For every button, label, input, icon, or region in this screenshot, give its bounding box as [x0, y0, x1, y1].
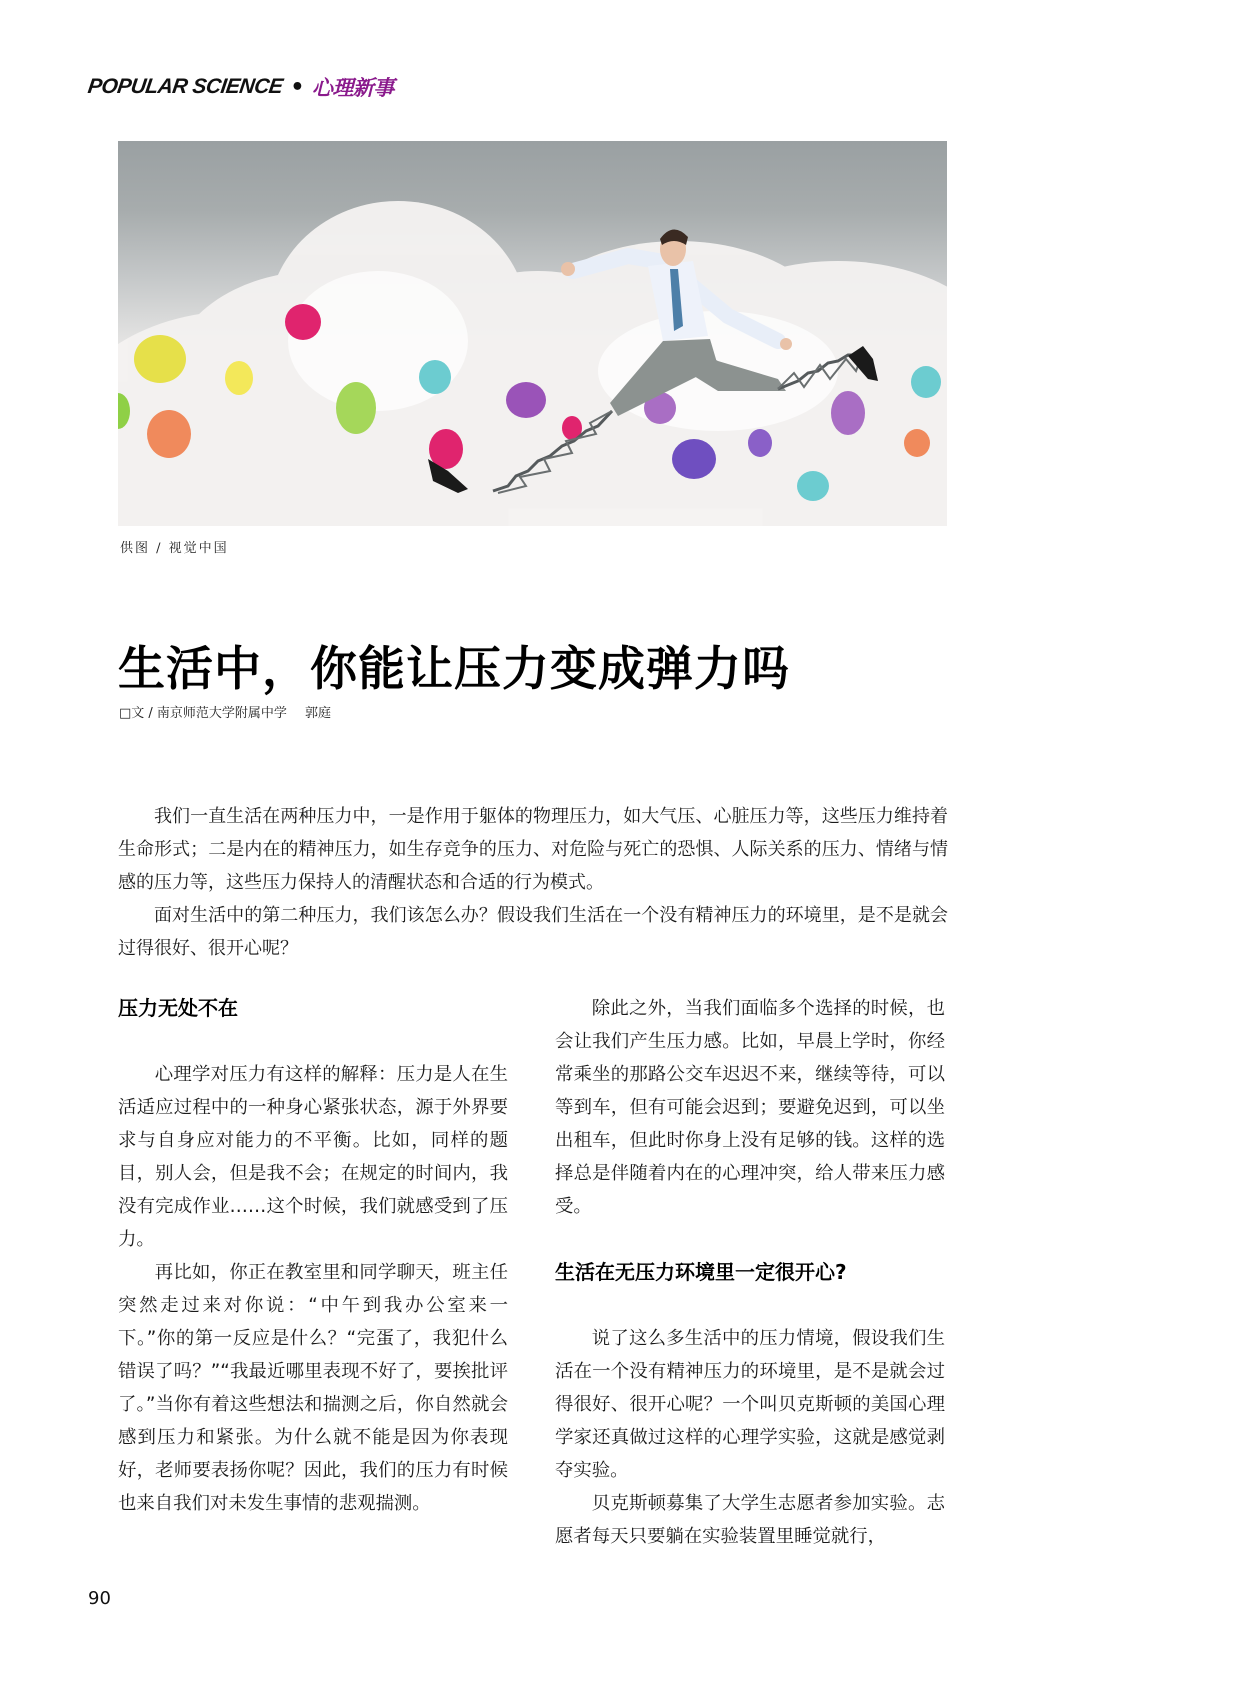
article-intro	[118, 800, 948, 965]
intro-paragraph: 面对生活中的第二种压力，我们该怎么办？假设我们生活在一个没有精神压力的环境里，是不是就会过得很好、很开心呢？	[118, 905, 948, 959]
byline-author: 郭庭	[304, 706, 331, 721]
section-heading: 生活在无压力环境里一定很开心?	[555, 1260, 847, 1284]
body-paragraph: 再比如，你正在教室里和同学聊天，班主任突然走过来对你说：“中午到我办公室来一下。”你的第一反应是什么？“完蛋了，我犯什么错误了吗？”“我最近哪里表现不好了，要挨批评了。”当你有着这些想法和揣测之后，你自然就会感到压力和紧张。为什么就不能是因为你表现好，老师要表扬你呢？因此，我们的压力有时候也来自我们对未发生事情的悲观揣测。	[118, 1262, 508, 1514]
article-byline	[119, 702, 331, 721]
body-paragraph: 除此之外，当我们面临多个选择的时候，也会让我们产生压力感。比如，早晨上学时，你经常乘坐的那路公交车迟迟不来，继续等待，可以等到车，但有可能会迟到；要避免迟到，可以坐出租车，但此时你身上没有足够的钱。这样的选择总是伴随着内在的心理冲突，给人带来压力感受。	[555, 998, 945, 1217]
magazine-brand: POPULAR SCIENCE	[86, 75, 285, 98]
photo-caption: 供图 / 视觉中国	[120, 541, 229, 556]
page-number: 90	[88, 1588, 111, 1609]
byline-affiliation: □文 / 南京师范大学附属中学	[119, 706, 287, 721]
body-paragraph: 说了这么多生活中的压力情境，假设我们生活在一个没有精神压力的环境里，是不是就会过得很好、很开心呢？一个叫贝克斯顿的美国心理学家还真做过这样的心理学实验，这就是感觉剥夺实验。	[555, 1328, 945, 1481]
header-separator: •	[290, 74, 304, 100]
body-paragraph: 心理学对压力有这样的解释：压力是人在生活适应过程中的一种身心紧张状态，源于外界要求与自身应对能力的不平衡。比如，同样的题目，别人会，但是我不会；在规定的时间内，我没有完成作业……这个时候，我们就感受到了压力。	[118, 1064, 508, 1250]
article-title: 生活中，你能让压力变成弹力吗	[118, 642, 790, 697]
body-paragraph: 贝克斯顿募集了大学生志愿者参加实验。志愿者每天只要躺在实验装置里睡觉就行，	[555, 1493, 945, 1547]
section-name: 心理新事	[311, 76, 394, 100]
section-heading: 压力无处不在	[118, 996, 238, 1020]
article-photo	[118, 141, 947, 526]
left-column	[118, 992, 508, 1520]
intro-paragraph: 我们一直生活在两种压力中，一是作用于躯体的物理压力，如大气压、心脏压力等，这些压力维持着生命形式；二是内在的精神压力，如生存竞争的压力、对危险与死亡的恐惧、人际关系的压力、情绪与情感的压力等，这些压力保持人的清醒状态和合适的行为模式。	[118, 806, 948, 893]
magazine-header	[88, 72, 394, 102]
right-column	[555, 992, 945, 1553]
